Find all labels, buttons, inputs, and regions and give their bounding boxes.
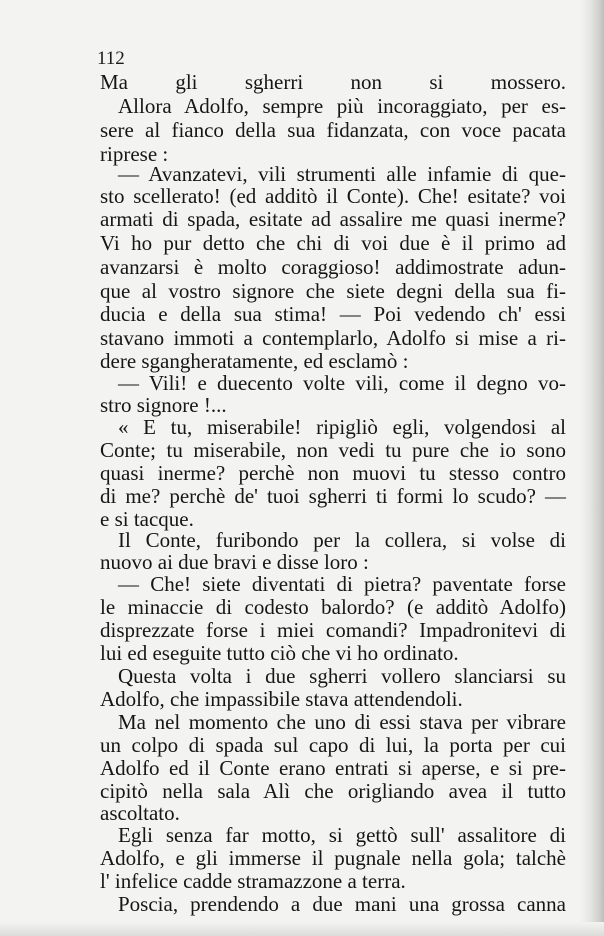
text-line: l' infelice cadde stramazzone a terra. (100, 869, 406, 893)
page-number: 112 (97, 48, 125, 69)
text-line: Ma nel momento che uno di essi stava per vibrare (118, 710, 566, 734)
text-line: lui ed eseguite tutto ciò che vi ho ordinato. (100, 641, 459, 665)
text-line: Vi ho pur detto che chi di voi due è il primo ad (100, 231, 566, 255)
page-edge-shadow (580, 0, 604, 936)
text-line: riprese : (100, 142, 169, 166)
text-line: nuovo ai due bravi e disse loro : (100, 550, 369, 574)
text-line: Egli senza far motto, si gettò sull' assalitore di (118, 823, 566, 847)
text-line: ducia e della sua stima! — Poi vedendo ch' essi (100, 302, 566, 326)
text-line: quasi inerme? perchè non muovi tu stesso contro (100, 461, 566, 485)
text-line: le minaccie di codesto balordo? (e additò Adolfo) (100, 595, 566, 619)
text-line: — Che! siete diventati di pietra? paventate forse (118, 572, 566, 596)
text-line: Poscia, prendendo a due mani una grossa canna (118, 892, 566, 916)
text-line: sere al fianco della sua fidanzata, con voce pacata (100, 118, 566, 142)
text-line: disprezzate forse i miei comandi? Impadronitevi di (100, 618, 566, 642)
text-line: Ma gli sgherri non si mossero. (100, 70, 566, 94)
text-line: — Vili! e duecento volte vili, come il degno vo- (118, 371, 566, 395)
text-line: armati di spada, esitate ad assalire me quasi inerme? (100, 207, 566, 231)
text-line: e si tacque. (100, 507, 194, 531)
text-line: Questa volta i due sgherri vollero slanciarsi su (118, 664, 566, 688)
text-line: Conte; tu miserabile, non vedi tu pure che io sono (100, 438, 566, 462)
text-line: ascoltato. (100, 801, 180, 825)
text-line: Adolfo, che impassibile stava attendendoli. (100, 687, 463, 711)
text-line: un colpo di spada sul capo di lui, la porta per cui (100, 733, 566, 757)
text-line: avanzarsi è molto coraggioso! addimostrate adun- (100, 255, 566, 279)
text-line: — Avanzatevi, vili strumenti alle infamie di que- (118, 162, 566, 186)
text-line: Adolfo, e gli immerse il pugnale nella gola; talchè (100, 846, 566, 870)
text-line: que al vostro signore che siete degni della sua fi- (100, 279, 566, 303)
text-line: Il Conte, furibondo per la collera, si volse di (118, 528, 566, 552)
text-line: stro signore !... (100, 393, 227, 417)
text-line: Adolfo ed il Conte erano entrati si aperse, e si pre- (100, 756, 566, 780)
text-line: dere sgangheratamente, ed esclamò : (100, 349, 409, 373)
text-line: di me? perchè de' tuoi sgherri ti formi lo scudo? — (100, 484, 566, 508)
text-line: « E tu, miserabile! ripigliò egli, volgendosi al (118, 415, 566, 439)
text-line: cipitò nella sala Alì che origliando avea il tutto (100, 779, 566, 803)
text-line: sto scellerato! (ed additò il Conte). Che! esitate? voi (100, 184, 566, 208)
page-bottom-edge (0, 922, 604, 936)
text-line: Allora Adolfo, sempre più incoraggiato, per es- (118, 94, 566, 118)
text-line: stavano immoti a contemplarlo, Adolfo si mise a ri- (100, 326, 566, 350)
